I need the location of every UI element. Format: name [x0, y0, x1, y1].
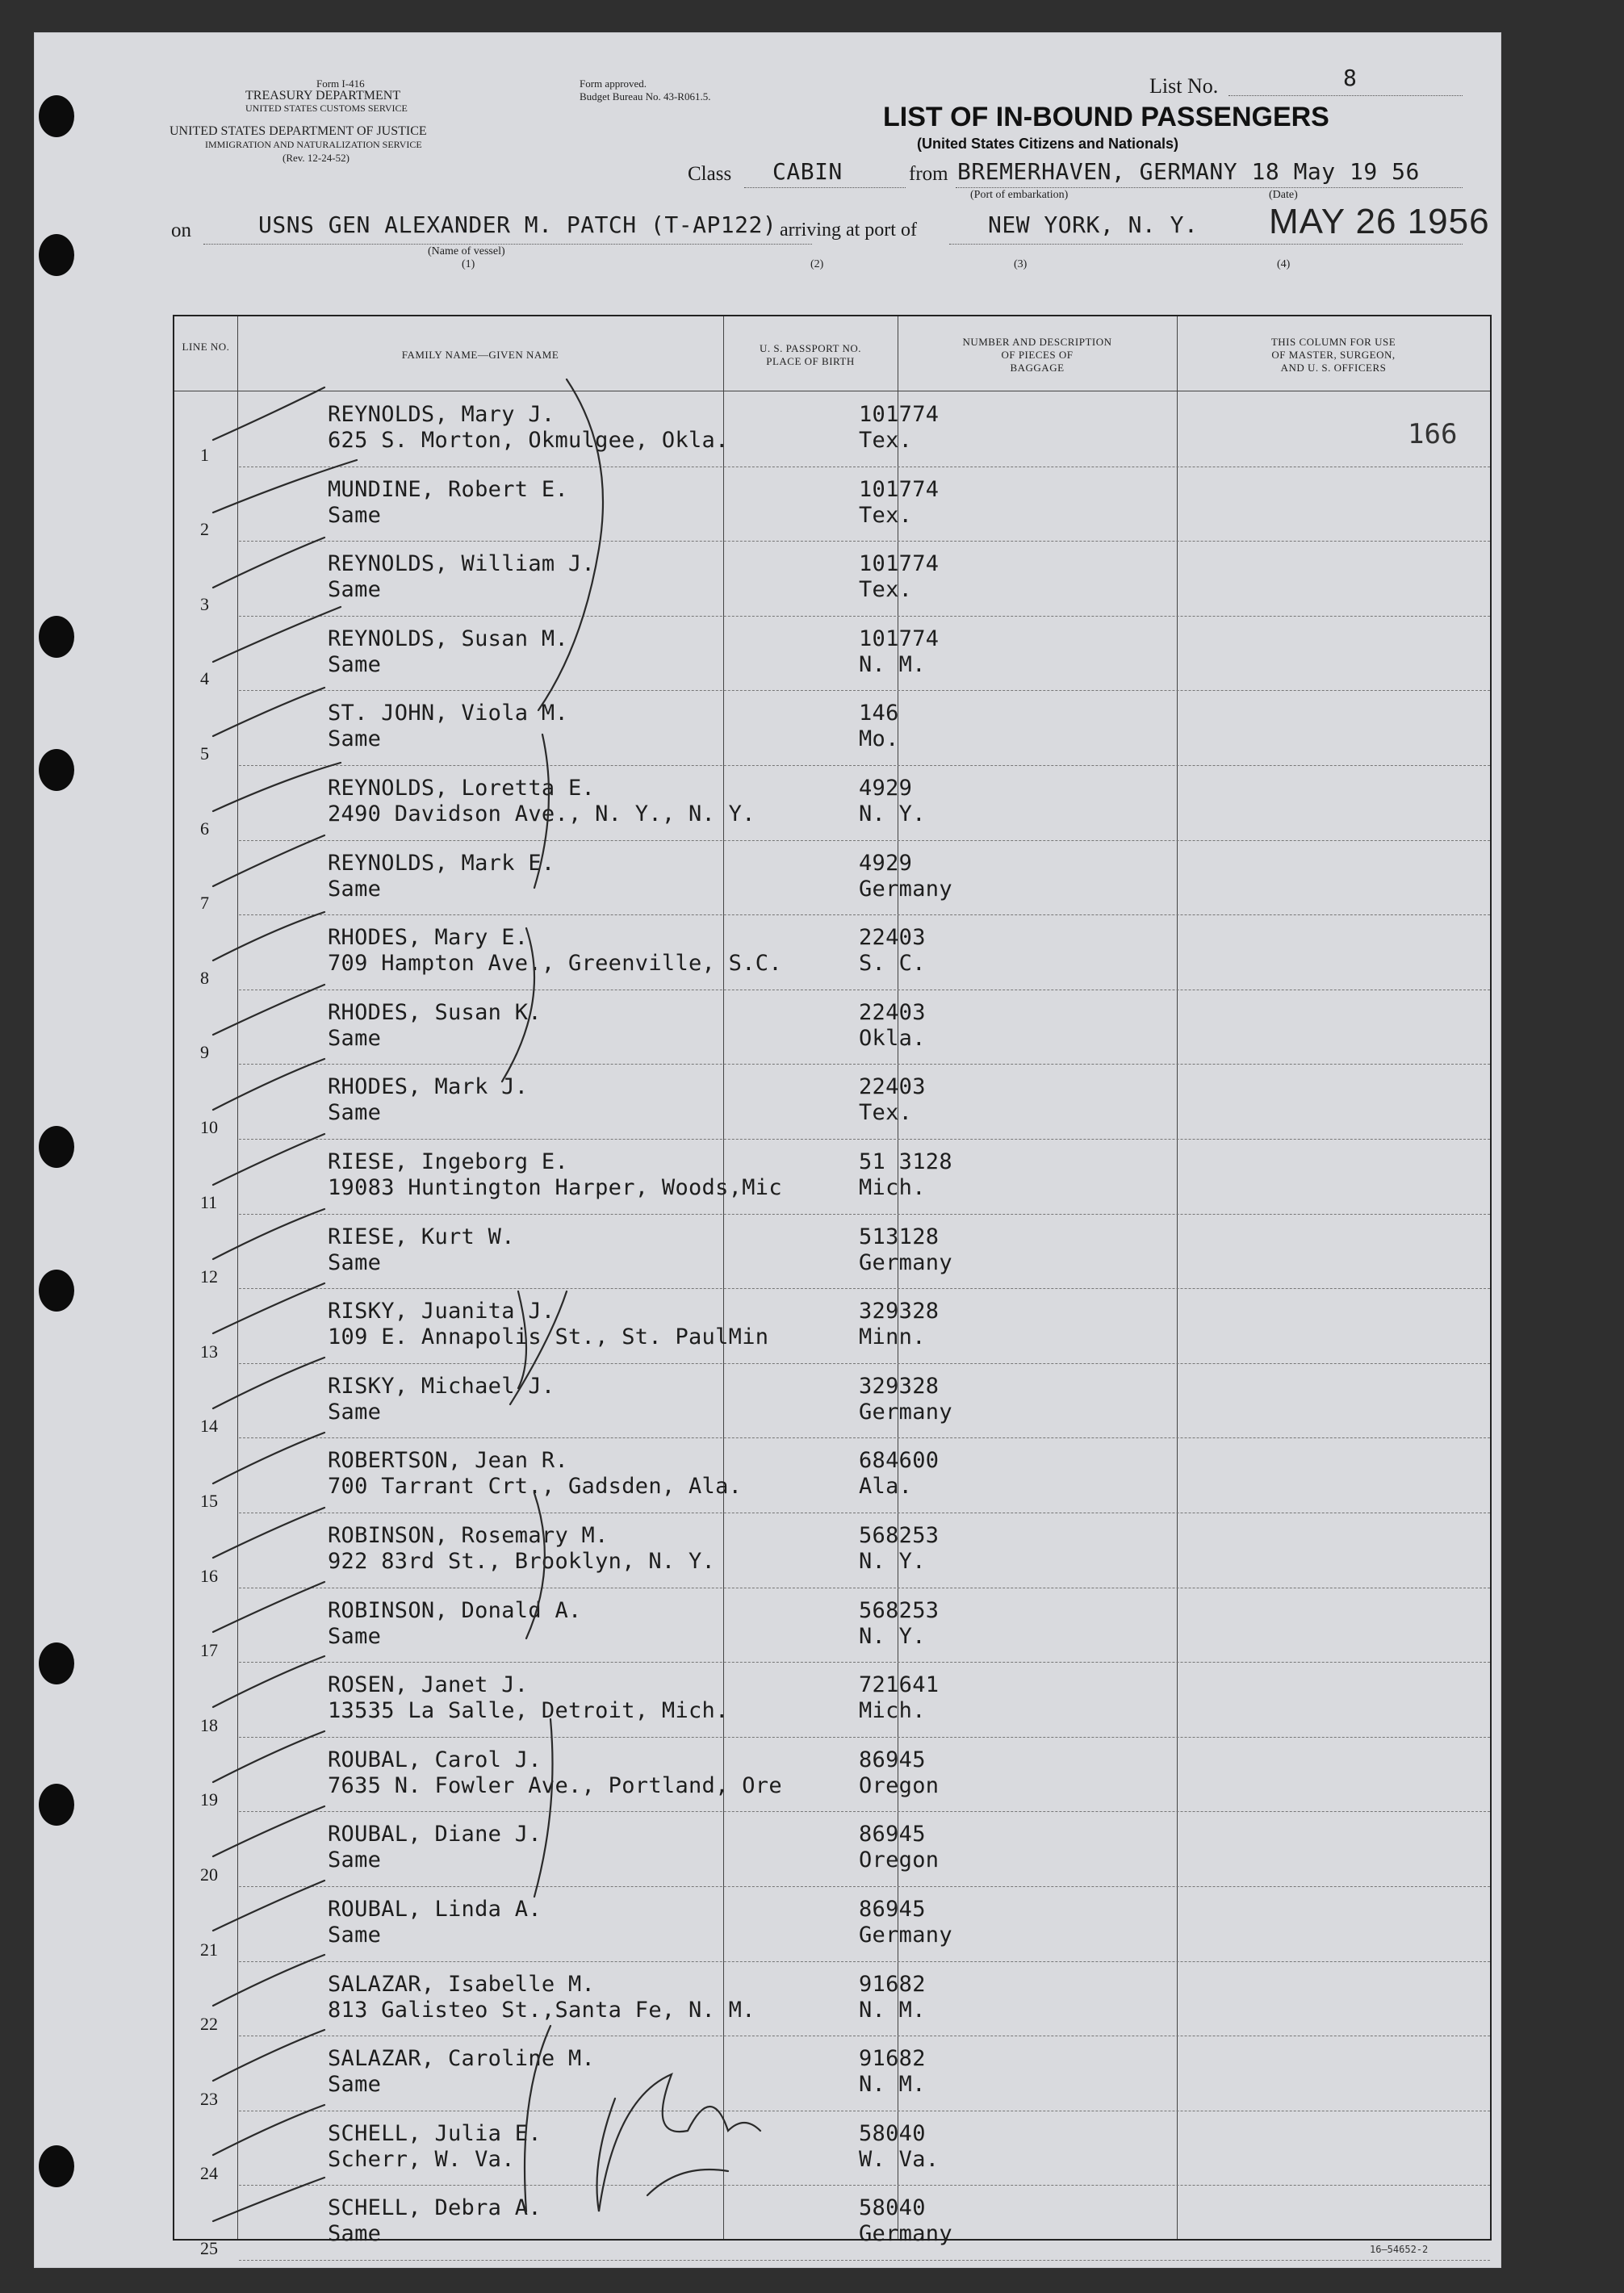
place-of-birth: Tex. — [859, 428, 913, 453]
table-row — [174, 915, 1490, 990]
punch-hole — [39, 616, 74, 658]
page-title: LIST OF IN-BOUND PASSENGERS — [883, 102, 1329, 132]
col-officer: THIS COLUMN FOR USE OF MASTER, SURGEON, AND U. S. OFFICERS — [1270, 336, 1396, 374]
class-value: CABIN — [772, 158, 843, 185]
table-row — [174, 1588, 1490, 1663]
passenger-name: ROBINSON, Rosemary M. — [328, 1523, 609, 1548]
line-number: 6 — [200, 818, 209, 839]
line-number: 5 — [200, 743, 209, 764]
passport-number: 86945 — [859, 1747, 926, 1772]
form-revision: (Rev. 12-24-52) — [283, 152, 349, 164]
passenger-name: REYNOLDS, Mary J. — [328, 402, 555, 427]
col-line-no: LINE NO. — [182, 341, 230, 353]
place-of-birth: Mich. — [859, 1698, 926, 1724]
table-row — [174, 2111, 1490, 2186]
line-number: 8 — [200, 967, 209, 988]
class-label: Class — [688, 163, 732, 185]
place-of-birth: S. C. — [859, 951, 926, 977]
table-row — [174, 691, 1490, 766]
place-of-birth: Germany — [859, 1923, 952, 1948]
table-row — [174, 1289, 1490, 1364]
on-label: on — [171, 220, 191, 241]
passenger-name: SCHELL, Debra A. — [328, 2195, 542, 2221]
passport-number: 329328 — [859, 1373, 940, 1399]
col-name: FAMILY NAME—GIVEN NAME — [401, 349, 559, 361]
line-number: 7 — [200, 893, 209, 914]
table-row — [174, 766, 1490, 841]
passenger-address: 19083 Huntington Harper, Woods,Mic — [328, 1175, 782, 1200]
passenger-address: Same — [328, 1623, 382, 1649]
line-number: 15 — [200, 1490, 218, 1511]
manifest-page — [34, 32, 1501, 2268]
passenger-address: 109 E. Annapolis St., St. PaulMin — [328, 1324, 769, 1350]
form-number: Form I-416 — [316, 77, 365, 90]
passenger-name: SALAZAR, Caroline M. — [328, 2046, 596, 2072]
passport-number: 4929 — [859, 850, 913, 876]
passenger-address: Same — [328, 2221, 382, 2247]
table-row — [174, 990, 1490, 1065]
line-number: 11 — [200, 1191, 218, 1212]
table-row — [174, 1364, 1490, 1439]
passport-number: 22403 — [859, 925, 926, 951]
passport-number: 22403 — [859, 1074, 926, 1100]
date-caption: (Date) — [1269, 189, 1298, 201]
passenger-address: Same — [328, 726, 382, 752]
col-num-2: (2) — [810, 258, 824, 270]
footer-code: 16—54652-2 — [1370, 2244, 1429, 2255]
punch-hole — [39, 1270, 74, 1312]
table-row — [174, 1438, 1490, 1513]
place-of-birth: Germany — [859, 1249, 952, 1275]
line-number: 22 — [200, 2014, 218, 2035]
customs-service: UNITED STATES CUSTOMS SERVICE — [245, 103, 408, 114]
passenger-name: ROBERTSON, Jean R. — [328, 1448, 568, 1474]
line-number: 10 — [200, 1116, 218, 1137]
place-of-birth: Germany — [859, 1399, 952, 1425]
passport-number: 58040 — [859, 2120, 926, 2146]
col-num-3: (3) — [1014, 258, 1028, 270]
table-row — [174, 1215, 1490, 1290]
arrival-port: NEW YORK, N. Y. — [988, 211, 1199, 238]
passenger-name: REYNOLDS, Susan M. — [328, 626, 568, 651]
table-row — [174, 1140, 1490, 1215]
table-row — [174, 841, 1490, 916]
passenger-address: Same — [328, 1399, 382, 1425]
passport-number: 101774 — [859, 626, 940, 651]
place-of-birth: N. M. — [859, 1997, 926, 2023]
passenger-address: 709 Hampton Ave., Greenville, S.C. — [328, 951, 782, 977]
passport-number: 684600 — [859, 1448, 940, 1474]
line-number: 14 — [200, 1416, 218, 1437]
line-number: 9 — [200, 1042, 209, 1063]
passenger-address: Same — [328, 876, 382, 902]
vessel-name: USNS GEN ALEXANDER M. PATCH (T-AP122) — [258, 211, 777, 238]
table-row — [174, 2036, 1490, 2111]
passenger-name: REYNOLDS, Loretta E. — [328, 776, 596, 801]
line-number: 21 — [200, 1939, 218, 1960]
passenger-name: RIESE, Ingeborg E. — [328, 1149, 568, 1174]
passport-number: 101774 — [859, 551, 940, 577]
form-approved: Form approved. — [580, 77, 647, 90]
passenger-name: ROUBAL, Linda A. — [328, 1897, 542, 1922]
punch-hole — [39, 1784, 74, 1826]
list-no-label: List No. — [1149, 74, 1219, 98]
place-of-birth: Mo. — [859, 726, 899, 752]
punch-hole — [39, 234, 74, 276]
place-of-birth: N. M. — [859, 651, 926, 677]
passport-number: 91682 — [859, 2046, 926, 2072]
passenger-address: 700 Tarrant Crt., Gadsden, Ala. — [328, 1474, 743, 1500]
passenger-name: ST. JOHN, Viola M. — [328, 701, 568, 726]
passenger-name: RIESE, Kurt W. — [328, 1224, 515, 1249]
col-num-1: (1) — [462, 258, 475, 270]
col-passport: U. S. PASSPORT NO. PLACE OF BIRTH — [760, 342, 861, 367]
line-number: 13 — [200, 1341, 218, 1362]
passenger-name: RHODES, Mary E. — [328, 925, 529, 951]
line-number: 12 — [200, 1266, 218, 1287]
place-of-birth: Mich. — [859, 1175, 926, 1200]
treasury-dept: TREASURY DEPARTMENT — [245, 89, 401, 103]
passport-number: 721641 — [859, 1672, 940, 1698]
table-row — [174, 617, 1490, 692]
list-no-value: 8 — [1343, 65, 1358, 91]
passenger-address: 922 83rd St., Brooklyn, N. Y. — [328, 1549, 716, 1574]
line-number: 23 — [200, 2088, 218, 2109]
passenger-address: 813 Galisteo St.,Santa Fe, N. M. — [328, 1997, 755, 2023]
passenger-address: 7635 N. Fowler Ave., Portland, Ore — [328, 1772, 782, 1798]
col-num-4: (4) — [1277, 258, 1291, 270]
line-number: 19 — [200, 1789, 218, 1810]
table-row — [174, 1663, 1490, 1738]
arrival-date-stamp: MAY 26 1956 — [1269, 202, 1490, 241]
line-number: 25 — [200, 2237, 218, 2258]
passenger-name: ROUBAL, Diane J. — [328, 1822, 542, 1847]
arriving-label: arriving at port of — [780, 220, 917, 241]
place-of-birth: Germany — [859, 2221, 952, 2247]
passport-number: 91682 — [859, 1971, 926, 1997]
place-of-birth: Oregon — [859, 1847, 940, 1873]
place-of-birth: Ala. — [859, 1474, 913, 1500]
passport-number: 4929 — [859, 776, 913, 801]
officer-number: 166 — [1408, 418, 1458, 450]
place-of-birth: N. M. — [859, 2072, 926, 2098]
passport-number: 86945 — [859, 1897, 926, 1922]
table-row — [174, 2186, 1490, 2261]
line-number: 16 — [200, 1565, 218, 1586]
place-of-birth: Germany — [859, 876, 952, 902]
passenger-address: Same — [328, 1847, 382, 1873]
ins-service: IMMIGRATION AND NATURALIZATION SERVICE — [205, 139, 422, 150]
passenger-address: Same — [328, 1100, 382, 1126]
table-row — [174, 467, 1490, 542]
passenger-name: MUNDINE, Robert E. — [328, 476, 568, 502]
table-row — [174, 1065, 1490, 1140]
line-number: 18 — [200, 1714, 218, 1735]
col-baggage: NUMBER AND DESCRIPTION OF PIECES OF BAGGAGE — [962, 336, 1112, 374]
passenger-address: Same — [328, 2072, 382, 2098]
passenger-name: ROBINSON, Donald A. — [328, 1597, 582, 1623]
passenger-address: Same — [328, 502, 382, 528]
passport-number: 51 3128 — [859, 1149, 952, 1174]
page-subtitle: (United States Citizens and Nationals) — [917, 136, 1179, 152]
table-row — [174, 1738, 1490, 1813]
place-of-birth: Okla. — [859, 1025, 926, 1051]
place-of-birth: Tex. — [859, 502, 913, 528]
embarkation-value: BREMERHAVEN, GERMANY 18 May 19 56 — [957, 158, 1420, 185]
passenger-address: 625 S. Morton, Okmulgee, Okla. — [328, 428, 729, 453]
table-row — [174, 392, 1490, 467]
passenger-name: ROSEN, Janet J. — [328, 1672, 529, 1698]
line-number: 4 — [200, 668, 209, 689]
place-of-birth: N. Y. — [859, 801, 926, 826]
line-number: 17 — [200, 1640, 218, 1661]
from-label: from — [909, 163, 948, 185]
table-row — [174, 1962, 1490, 2037]
passport-number: 101774 — [859, 476, 940, 502]
passport-number: 146 — [859, 701, 899, 726]
place-of-birth: Minn. — [859, 1324, 926, 1350]
line-number: 20 — [200, 1864, 218, 1885]
passenger-address: 2490 Davidson Ave., N. Y., N. Y. — [328, 801, 755, 826]
line-number: 2 — [200, 519, 209, 540]
table-row — [174, 1812, 1490, 1887]
passenger-address: Same — [328, 1025, 382, 1051]
place-of-birth: Oregon — [859, 1772, 940, 1798]
passenger-address: Scherr, W. Va. — [328, 2146, 515, 2172]
passport-number: 58040 — [859, 2195, 926, 2221]
budget-bureau: Budget Bureau No. 43-R061.5. — [580, 90, 711, 103]
line-number: 24 — [200, 2163, 218, 2184]
passenger-address: 13535 La Salle, Detroit, Mich. — [328, 1698, 729, 1724]
punch-hole — [39, 2145, 74, 2187]
punch-hole — [39, 1126, 74, 1168]
passenger-address: Same — [328, 1923, 382, 1948]
vessel-caption: (Name of vessel) — [428, 245, 505, 257]
passport-number: 568253 — [859, 1523, 940, 1548]
passenger-address: Same — [328, 577, 382, 603]
place-of-birth: N. Y. — [859, 1623, 926, 1649]
justice-dept: UNITED STATES DEPARTMENT OF JUSTICE — [170, 124, 427, 138]
passport-number: 329328 — [859, 1299, 940, 1324]
punch-hole — [39, 1642, 74, 1684]
passenger-name: REYNOLDS, Mark E. — [328, 850, 555, 876]
table-row — [174, 542, 1490, 617]
punch-hole — [39, 95, 74, 137]
port-caption: (Port of embarkation) — [970, 189, 1069, 201]
passenger-name: SALAZAR, Isabelle M. — [328, 1971, 596, 1997]
passenger-name: RISKY, Michael J. — [328, 1373, 555, 1399]
passenger-name: REYNOLDS, William J. — [328, 551, 596, 577]
passenger-name: SCHELL, Julia E. — [328, 2120, 542, 2146]
passenger-name: RHODES, Susan K. — [328, 999, 542, 1025]
line-number: 1 — [200, 444, 209, 465]
place-of-birth: W. Va. — [859, 2146, 940, 2172]
passport-number: 568253 — [859, 1597, 940, 1623]
table-row — [174, 1887, 1490, 1962]
passenger-name: RISKY, Juanita J. — [328, 1299, 555, 1324]
place-of-birth: N. Y. — [859, 1549, 926, 1574]
place-of-birth: Tex. — [859, 577, 913, 603]
line-number: 3 — [200, 593, 209, 614]
passport-number: 513128 — [859, 1224, 940, 1249]
passport-number: 101774 — [859, 402, 940, 427]
passport-number: 86945 — [859, 1822, 926, 1847]
passenger-name: RHODES, Mark J. — [328, 1074, 529, 1100]
passenger-address: Same — [328, 651, 382, 677]
table-row — [174, 1513, 1490, 1588]
passenger-address: Same — [328, 1249, 382, 1275]
passport-number: 22403 — [859, 999, 926, 1025]
place-of-birth: Tex. — [859, 1100, 913, 1126]
punch-hole — [39, 749, 74, 791]
passenger-name: ROUBAL, Carol J. — [328, 1747, 542, 1772]
